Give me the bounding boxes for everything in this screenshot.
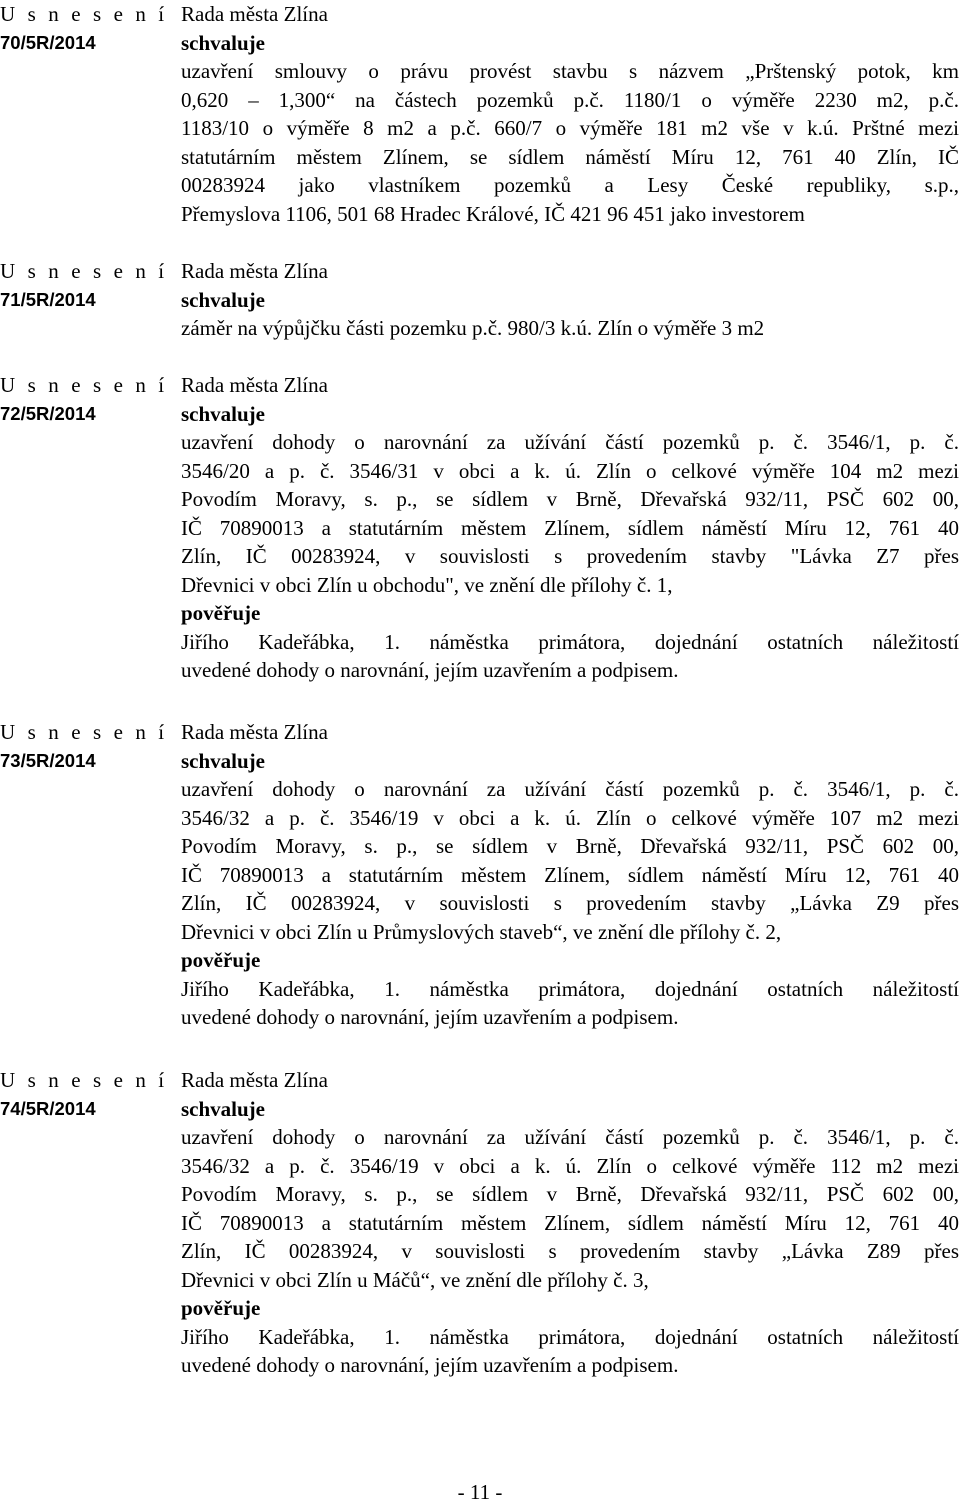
resolution-heading: U s n e s e n í xyxy=(0,259,168,283)
text-line: Zlín, IČ 00283924, v souvislosti s provedením stavby „Lávka Z9 přes xyxy=(181,891,959,915)
text-line: uvedené dohody o narovnání, jejím uzavřením a podpisem. xyxy=(181,1005,679,1029)
verb-approves: schvaluje xyxy=(181,287,265,312)
text-line: uvedené dohody o narovnání, jejím uzavřením a podpisem. xyxy=(181,1353,679,1377)
council-name: Rada města Zlína xyxy=(181,373,328,397)
verb-authorizes: pověřuje xyxy=(181,601,261,625)
text-line: IČ 70890013 a statutárním městem Zlínem, sídlem náměstí Míru 12, 761 40 xyxy=(181,1210,959,1235)
resolution-label xyxy=(0,718,175,775)
text-line: uvedené dohody o narovnání, jejím uzavřením a podpisem. xyxy=(181,658,679,682)
text-line: Dřevnici v obci Zlín u obchodu", ve znění dle přílohy č. 1, xyxy=(181,572,673,597)
text-line: IČ 70890013 a statutárním městem Zlínem, sídlem náměstí Míru 12, 761 40 xyxy=(181,515,959,540)
text-line: Povodím Moravy, s. p., se sídlem v Brně, Dřevařská 932/11, PSČ 602 00, xyxy=(181,834,959,858)
verb-authorizes: pověřuje xyxy=(181,948,261,972)
text-line: Dřevnici v obci Zlín u Průmyslových staveb“, ve znění dle přílohy č. 2, xyxy=(181,919,782,944)
verb-approves: schvaluje xyxy=(181,30,265,55)
text-line: uzavření dohody o narovnání za užívání částí pozemků p. č. 3546/1, p. č. xyxy=(181,430,959,454)
text-line: záměr na výpůjčku části pozemku p.č. 980/3 k.ú. Zlín o výměře 3 m2 xyxy=(181,316,765,340)
council-name: Rada města Zlína xyxy=(181,1068,328,1092)
resolution-heading: U s n e s e n í xyxy=(0,1068,168,1092)
verb-authorizes: pověřuje xyxy=(181,1296,261,1320)
text-line: uzavření dohody o narovnání za užívání částí pozemků p. č. 3546/1, p. č. xyxy=(181,1125,959,1149)
resolution-heading: U s n e s e n í xyxy=(0,720,168,744)
resolution-number: 70/5R/2014 xyxy=(0,31,96,53)
resolution-number: 71/5R/2014 xyxy=(0,288,96,310)
resolution-label xyxy=(0,0,175,57)
resolution-label xyxy=(0,257,175,314)
resolution-content xyxy=(181,257,959,343)
verb-approves: schvaluje xyxy=(181,401,265,426)
text-line: Dřevnici v obci Zlín u Máčů“, ve znění dle přílohy č. 3, xyxy=(181,1267,649,1292)
resolution-number: 72/5R/2014 xyxy=(0,402,96,424)
text-line: 0,620 – 1,300“ na částech pozemků p.č. 1180/1 o výměře 2230 m2, p.č. xyxy=(181,87,959,112)
text-line: Přemyslova 1106, 501 68 Hradec Králové, IČ 421 96 451 jako investorem xyxy=(181,201,805,226)
text-line: 3546/32 a p. č. 3546/19 v obci a k. ú. Zlín o celkové výměře 107 m2 mezi xyxy=(181,805,959,830)
text-line: Zlín, IČ 00283924, v souvislosti s provedením stavby "Lávka Z7 přes xyxy=(181,544,959,568)
text-line: Jiřího Kadeřábka, 1. náměstka primátora, dojednání ostatních náležitostí xyxy=(181,976,959,1001)
text-line: 1183/10 o výměře 8 m2 a p.č. 660/7 o výměře 181 m2 vše v k.ú. Prštné mezi xyxy=(181,116,959,140)
verb-approves: schvaluje xyxy=(181,748,265,773)
resolution-content xyxy=(181,0,959,228)
resolution-label xyxy=(0,371,175,428)
resolution-heading: U s n e s e n í xyxy=(0,373,168,397)
resolution-number: 73/5R/2014 xyxy=(0,749,96,771)
text-line: Zlín, IČ 00283924, v souvislosti s provedením stavby „Lávka Z89 přes xyxy=(181,1239,959,1263)
resolution-content xyxy=(181,371,959,685)
text-line: uzavření smlouvy o právu provést stavbu s názvem „Prštenský potok, km xyxy=(181,59,959,83)
text-line: Povodím Moravy, s. p., se sídlem v Brně, Dřevařská 932/11, PSČ 602 00, xyxy=(181,1182,959,1206)
text-line: 3546/32 a p. č. 3546/19 v obci a k. ú. Zlín o celkové výměře 112 m2 mezi xyxy=(181,1153,959,1178)
text-line: statutárním městem Zlínem, se sídlem náměstí Míru 12, 761 40 Zlín, IČ xyxy=(181,144,959,169)
resolution-content xyxy=(181,1066,959,1380)
text-line: IČ 70890013 a statutárním městem Zlínem, sídlem náměstí Míru 12, 761 40 xyxy=(181,862,959,887)
council-name: Rada města Zlína xyxy=(181,259,328,283)
resolution-number: 74/5R/2014 xyxy=(0,1097,96,1119)
resolution-content xyxy=(181,718,959,1032)
resolution-heading: U s n e s e n í xyxy=(0,2,168,26)
resolution-label xyxy=(0,1066,175,1123)
council-name: Rada města Zlína xyxy=(181,720,328,744)
text-line: uzavření dohody o narovnání za užívání částí pozemků p. č. 3546/1, p. č. xyxy=(181,777,959,801)
text-line: 3546/20 a p. č. 3546/31 v obci a k. ú. Zlín o celkové výměře 104 m2 mezi xyxy=(181,458,959,483)
verb-approves: schvaluje xyxy=(181,1096,265,1121)
text-line: Jiřího Kadeřábka, 1. náměstka primátora, dojednání ostatních náležitostí xyxy=(181,629,959,654)
text-line: Jiřího Kadeřábka, 1. náměstka primátora, dojednání ostatních náležitostí xyxy=(181,1324,959,1349)
text-line: 00283924 jako vlastníkem pozemků a Lesy České republiky, s.p., xyxy=(181,173,959,197)
page-number: - 11 - xyxy=(457,1480,503,1504)
text-line: Povodím Moravy, s. p., se sídlem v Brně, Dřevařská 932/11, PSČ 602 00, xyxy=(181,487,959,511)
council-name: Rada města Zlína xyxy=(181,2,328,26)
